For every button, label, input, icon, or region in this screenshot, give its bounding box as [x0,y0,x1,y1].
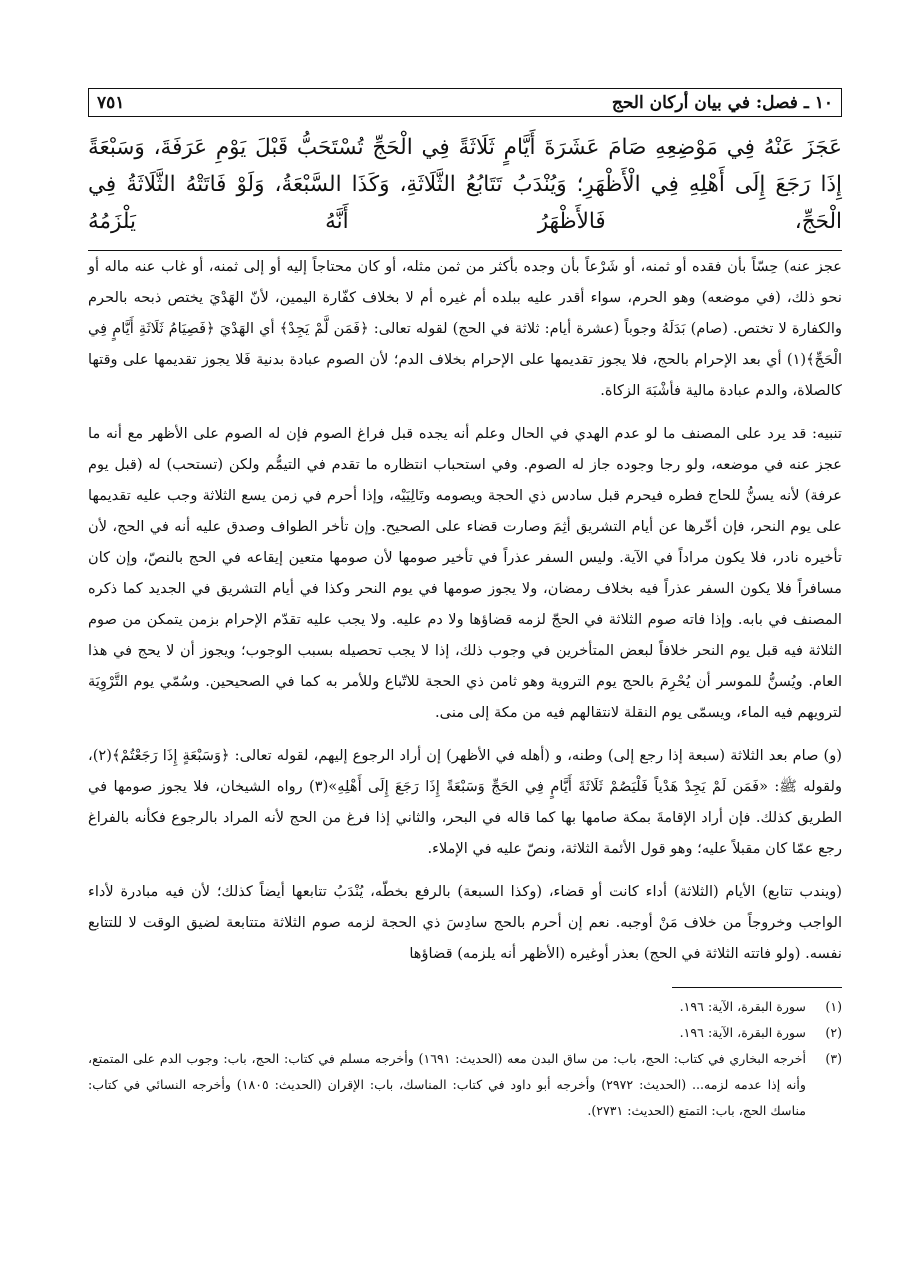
page-number: ٧٥١ [97,93,125,113]
footnotes [88,994,842,1124]
footnote-number: (١) [825,999,842,1014]
footnote-text: سورة البقرة، الآية: ١٩٦. [679,1025,806,1040]
footnote-text: سورة البقرة، الآية: ١٩٦. [679,999,806,1014]
running-header [88,88,842,117]
footnote [88,1020,842,1046]
footnote-number: (٣) [825,1051,842,1066]
footnote [88,994,842,1020]
paragraph: (ويندب تتابع) الأيام (الثلاثة) أداء كانت أو قضاء، (وكذا السبعة) بالرفع بخطّه، يُنْدَبُ تتابعها أيضاً كذلك؛ لأن فيه مبادرة لأداء الواجب وخروجاً من خلاف مَنْ أوجبه. نعم إن أحرم بالحج سادِسَ ذي الحجة لزمه صوم الثلاثة متتابعة لضيق الوقت لا للتتابع نفسه. (ولو فاتته الثلاثة في الحج) بعذر أوغيره (الأظهر أنه يلزمه) قضاؤها [88,883,842,962]
footnote-number: (٢) [825,1025,842,1040]
chapter-title: ١٠ ـ فصل: في بيان أركان الحج [611,93,833,113]
footnote-text: أخرجه البخاري في كتاب: الحج، باب: من ساق البدن معه (الحديث: ١٦٩١) وأخرجه مسلم في كتاب: الحج، باب: وجوب الدم على المتمتع، وأنه إذا عدمه لزمه... (الحديث: ٢٩٧٢) وأخرجه أبو داود في كتاب: المناسك، باب: الإقران (الحديث: ١٨٠٥) وأخرجه النسائي في كتاب: مناسك الحج، باب: التمتع (الحديث: ٢٧٣١). [88,1051,806,1118]
footnote [88,1046,842,1124]
paragraph: تنبيه: قد يرد على المصنف ما لو عدم الهدي في الحال وعلم أنه يجده قبل فراغ الصوم فإن له الصوم على الأظهر مع أنه ما عجز عنه في موضعه، ولو رجا وجوده جاز له الصوم. وفي استحباب انتظاره ما تقدم في التيمُّم ولكن (تستحب) له (قبل يوم عرفة) لأنه يسنُّ للحاج فطره فيحرم قبل سادس ذي الحجة ويصومه وتَالِيَيْه، وإذا أحرم في زمن يسع الثلاثة وجب عليه تقديمها على يوم النحر، فإن أخّرها عن أيام التشريق أثِمَ وصارت قضاء على الصحيح. وإن تأخر الطواف وصدق عليه أنه في الحج، لأن تأخيره نادر، فلا يكون مراداً في الآية. وليس السفر عذراً في تأخير صومها لأن صومها متعين إيقاعه في الحج بالنصّ، وإن كان مسافراً فلا يكون السفر عذراً فيه بخلاف رمضان، ولا يجوز صومها في يوم النحر وكذا في أيام التشريق في الجديد كما ذكره المصنف في بابه. وإذا فاته صوم الثلاثة في الحجّ لزمه قضاؤها ولا دم عليه. ولا يجب عليه تقدّم الإحرام بزمن يتمكن من صوم الثلاثة فيه قبل يوم النحر خلافاً لبعض المتأخرين في وجوب ذلك، إذا لا يجب تحصيله بسبب الوجوب؛ ويجوز أن لا يحج في هذا العام. ويُسنُّ للموسر أن يُحْرِمَ بالحج يوم التروية وهو ثامن ذي الحجة للاتّباع وللأمر به كما في الصحيحين. وسُمّي يوم التَّرْوِيَة لترويهم فيه الماء، ويسمّى يوم النقلة لانتقالهم فيه من مكة إلى منى. [88,425,842,721]
paragraph: عجز عنه) حِسّاً بأن فقده أو ثمنه، أو شَرْعاً بأن وجده بأكثر من ثمن مثله، أو كان محتاجاً إليه أو إلى ثمنه، أو غاب عنه ماله أو نحو ذلك، (في موضعه) وهو الحرم، سواء أقدر عليه ببلده أم غيره أم لا بخلاف كفّارة اليمين، لأنّ الهَدْيَ يختص ذبحه بالحرم والكفارة لا تختص. (صام) بَدَلَهُ وجوباً (عشرة أيام: ثلاثة في الحج) لقوله تعالى: ﴿فَمَن لَّمْ يَجِدْ﴾ أي الهَدْيَ ﴿فَصِيَامُ ثَلَاثَةِ أَيَّامٍ فِي الْحَجِّ﴾(١) أي بعد الإحرام بالحج، فلا يجوز تقديمها على الإحرام بخلاف الدم؛ لأن الصوم عبادة بدنية فَلا يجوز تقديمها على وقتها كالصلاة، والدم عبادة مالية فأشْبَهَ الزكاة. [88,258,842,399]
footnote-divider [672,987,842,988]
matn-text: عَجَزَ عَنْهُ فِي مَوْضِعِهِ صَامَ عَشَرَةَ أَيَّامٍ ثَلَاثَةً فِي الْحَجِّ تُسْتَحَبُّ قَبْلَ يَوْمِ عَرَفَةَ، وَسَبْعَةً إِذَا رَجَعَ إِلَى أَهْلِهِ فِي الْأَظْهَرِ؛ وَيُنْدَبُ تَتَابُعُ الثَّلَاثَةِ، وَكَذَا السَّبْعَةُ، وَلَوْ فَاتَتْهُ الثَّلَاثَةُ فِي الْحَجِّ، فَالأَظْهَرُ أَنَّهُ يَلْزَمُهُ [88,135,842,234]
book-page [88,88,842,1124]
commentary [88,251,842,969]
paragraph: (و) صام بعد الثلاثة (سبعة إذا رجع إلى) وطنه، و (أهله في الأظهر) إن أراد الرجوع إليهم، لقوله تعالى: ﴿وَسَبْعَةٍ إِذَا رَجَعْتُمْ﴾(٢)، ولقوله ﷺ: «فَمَن لَمْ يَجِدْ هَدْياً فَلْيَصُمْ ثَلَاثَةَ أَيَّامٍ فِي الحَجِّ وَسَبْعَةً إِذَا رَجَعَ إِلَى أَهْلِهِ»(٣) رواه الشيخان، فلا يجوز صومها في الطريق كذلك. فإن أراد الإقامةَ بمكة صامها بها كما قاله في البحر، والثاني إذا فرغ من الحج لأنه المراد بالرجوع فكأنه بالفراغ رجع عمّا كان مقبلاً عليه؛ وهو قول الأئمة الثلاثة، ونصّ عليه في الإملاء. [88,747,842,857]
